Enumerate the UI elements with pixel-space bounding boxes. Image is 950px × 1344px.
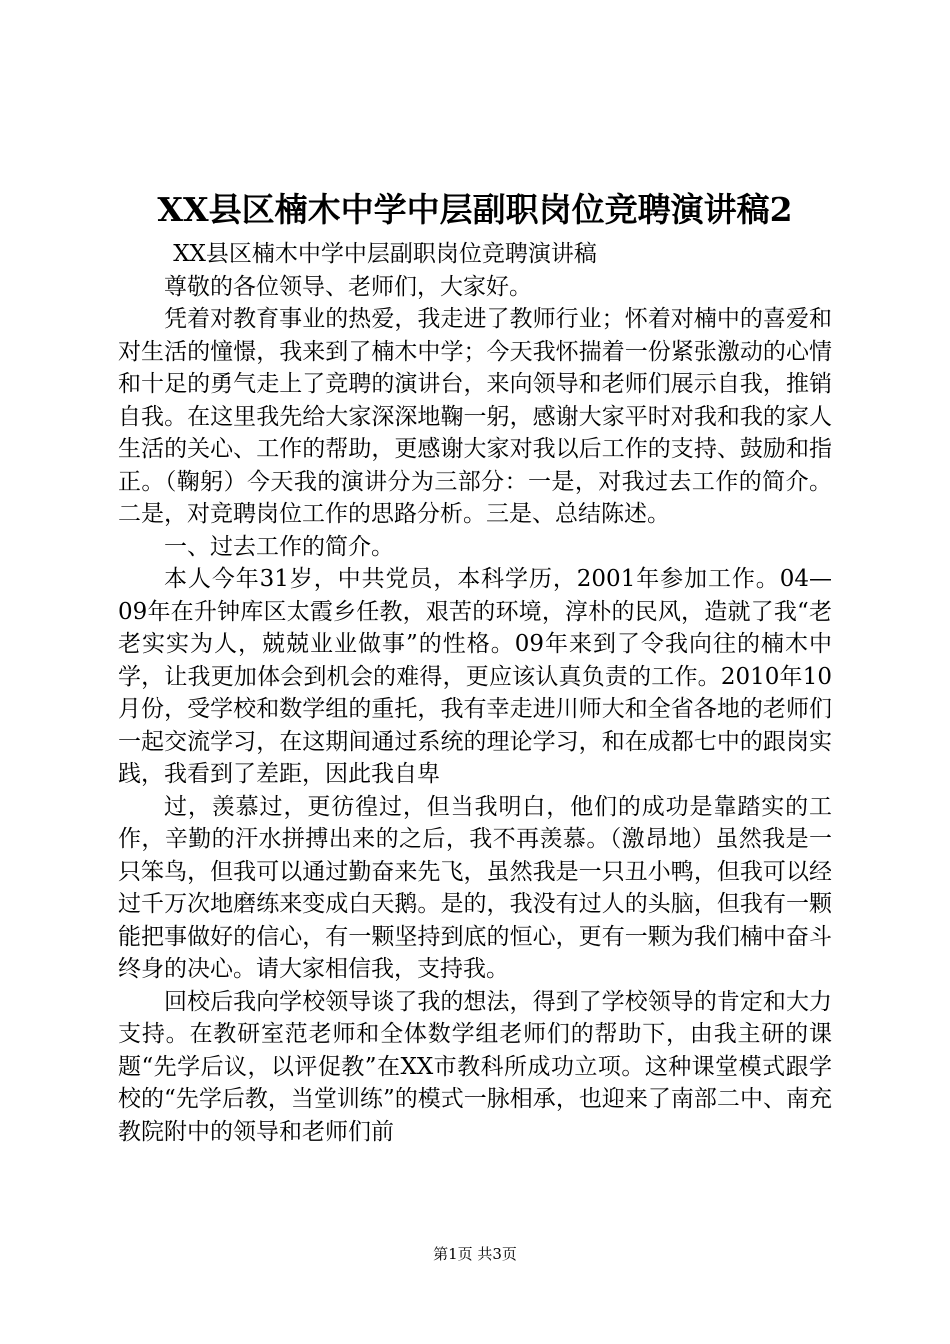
body-paragraph: 回校后我向学校领导谈了我的想法，得到了学校领导的肯定和大力支持。在教研室范老师和全体数学组老师们的帮助下，由我主研的课题“先学后议，以评促教”在XX市教科所成功立项。这种课堂模式跟学校的“先学后教，当堂训练”的模式一脉相承，也迎来了南部二中、南充教院附中的领导和老师们前 [118, 988, 832, 1145]
section-heading: 一、过去工作的简介。 [164, 533, 394, 560]
page-number-footer: 第1页 共3页 [433, 1245, 517, 1263]
subtitle-paragraph: XX县区楠木中学中层副职岗位竞聘演讲稿 [173, 241, 597, 267]
body-paragraph: 过，羡慕过，更彷徨过，但当我明白，他们的成功是靠踏实的工作，辛勤的汗水拼搏出来的之后，我不再羡慕。（激昂地）虽然我是一只笨鸟，但我可以通过勤奋来先飞，虽然我是一只丑小鸭，但我可以经过千万次地磨练来变成白天鹅。是的，我没有过人的头脑，但我有一颗能把事做好的信心，有一颗坚持到底的恒心，更有一颗为我们楠中奋斗终身的决心。请大家相信我，支持我。 [118, 793, 832, 982]
body-paragraph: 本人今年31岁，中共党员，本科学历，2001年参加工作。04—09年在升钟库区太霞乡任教，艰苦的环境，淳朴的民风，造就了我“老老实实为人，兢兢业业做事”的性格。09年来到了令我向往的楠木中学，让我更加体会到机会的难得，更应该认真负责的工作。2010年10月份，受学校和数学组的重托，我有幸走进川师大和全省各地的老师们一起交流学习，在这期间通过系统的理论学习，和在成都七中的跟岗实践，我看到了差距，因此我自卑 [118, 566, 832, 787]
document-body [118, 238, 832, 1148]
greeting-paragraph: 尊敬的各位领导、老师们，大家好。 [164, 273, 532, 300]
body-paragraph: 凭着对教育事业的热爱，我走进了教师行业；怀着对楠中的喜爱和对生活的憧憬，我来到了楠木中学；今天我怀揣着一份紧张激动的心情和十足的勇气走上了竞聘的演讲台，来向领导和老师们展示自我，推销自我。在这里我先给大家深深地鞠一躬，感谢大家平时对我和我的家人生活的关心、工作的帮助，更感谢大家对我以后工作的支持、鼓励和指正。（鞠躬）今天我的演讲分为三部分：一是，对我过去工作的简介。二是，对竞聘岗位工作的思路分析。三是、总结陈述。 [118, 306, 832, 527]
document-title: XX县区楠木中学中层副职岗位竞聘演讲稿2 [157, 190, 793, 229]
